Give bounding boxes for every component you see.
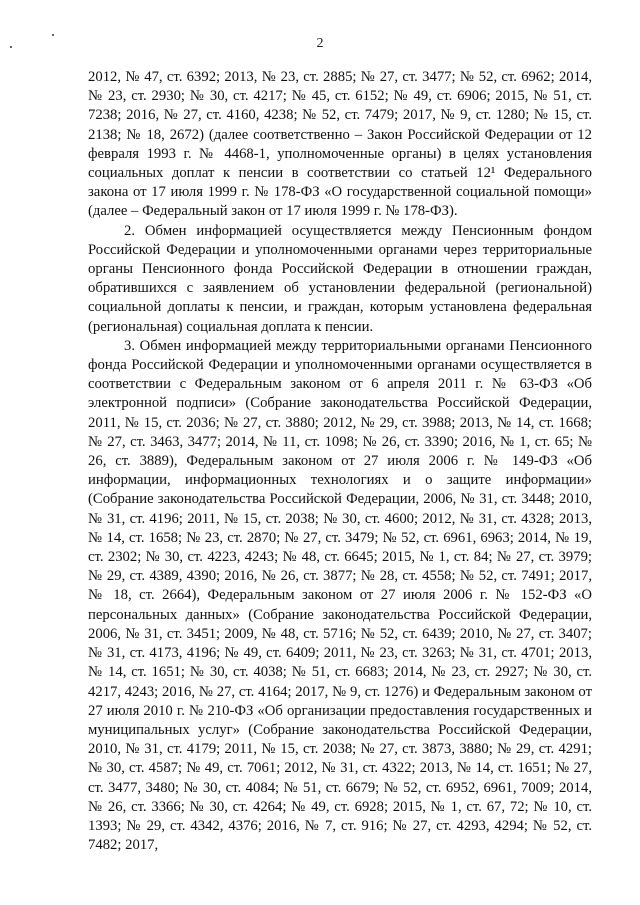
document-body	[88, 68, 592, 855]
paragraph-2: 2. Обмен информацией осуществляется между Пенсионным фондом Российской Федерации и уполномоченными органами через территориальные органы Пенсионного фонда Российской Федерации в отношении граждан, обратившихся с заявлением об установлении федеральной (региональной) социальной доплаты к пенсии, и граждан, которым установлена федеральная (региональная) социальная доплата к пенсии.	[88, 222, 592, 335]
paragraph-continuation: 2012, № 47, ст. 6392; 2013, № 23, ст. 2885; № 27, ст. 3477; № 52, ст. 6962; 2014, № 23, ст. 2930; № 30, ст. 4217; № 45, ст. 6152; № 49, ст. 6906; 2015, № 51, ст. 7238; 2016, № 27, ст. 4160, 4238; № 52, ст. 7479; 2017, № 9, ст. 1280; № 15, ст. 2138; № 18, 2672) (далее соответственно – Закон Российской Федерации от 12 февраля 1993 г. № 4468-1, уполномоченные органы) в целях установления социальных доплат к пенсии в соответствии со статьей 12¹ Федерального закона от 17 июля 1999 г. № 178-ФЗ «О государственной социальной помощи» (далее – Федеральный закон от 17 июля 1999 г. № 178-ФЗ).	[88, 69, 592, 220]
page-number: 2	[316, 36, 324, 51]
paragraph-3: 3. Обмен информацией между территориальными органами Пенсионного фонда Российской Федерации и уполномоченными органами осуществляется в соответствии с Федеральным законом от 6 апреля 2011 г. № 63-ФЗ «Об электронной подписи» (Собрание законодательства Российской Федерации, 2011, № 15, ст. 2036; № 27, ст. 3880; 2012, № 29, ст. 3988; 2013, № 14, ст. 1668; № 27, ст. 3463, 3477; 2014, № 11, ст. 1098; № 26, ст. 3390; 2016, № 1, ст. 65; № 26, ст. 3889), Федеральным законом от 27 июля 2006 г. № 149-ФЗ «Об информации, информационных технологиях и о защите информации» (Собрание законодательства Российской Федерации, 2006, № 31, ст. 3448; 2010, № 31, ст. 4196; 2011, № 15, ст. 2038; № 30, ст. 4600; 2012, № 31, ст. 4328; 2013, № 14, ст. 1658; № 23, ст. 2870; № 27, ст. 3479; № 52, ст. 6961, 6963; 2014, № 19, ст. 2302; № 30, ст. 4223, 4243; № 48, ст. 6645; 2015, № 1, ст. 84; № 27, ст. 3979; № 29, ст. 4389, 4390; 2016, № 26, ст. 3877; № 28, ст. 4558; № 52, ст. 7491; 2017, № 18, ст. 2664), Федеральным законом от 27 июля 2006 г. № 152-ФЗ «О персональных данных» (Собрание законодательства Российской Федерации, 2006, № 31, ст. 3451; 2009, № 48, ст. 5716; № 52, ст. 6439; 2010, № 27, ст. 3407; № 31, ст. 4173, 4196; № 49, ст. 6409; 2011, № 23, ст. 3263; № 31, ст. 4701; 2013, № 14, ст. 1651; № 30, ст. 4038; № 51, ст. 6683; 2014, № 23, ст. 2927; № 30, ст. 4217, 4243; 2016, № 27, ст. 4164; 2017, № 9, ст. 1276) и Федеральным законом от 27 июля 2010 г. № 210-ФЗ «Об организации предоставления государственных и муниципальных услуг» (Собрание законодательства Российской Федерации, 2010, № 31, ст. 4179; 2011, № 15, ст. 2038; № 27, ст. 3873, 3880; № 29, ст. 4291; № 30, ст. 4587; № 49, ст. 7061; 2012, № 31, ст. 4322; 2013, № 14, ст. 1651; № 27, ст. 3477, 3480; № 30, ст. 4084; № 51, ст. 6679; № 52, ст. 6952, 6961, 7009; 2014, № 26, ст. 3366; № 30, ст. 4264; № 49, ст. 6928; 2015, № 1, ст. 67, 72; № 10, ст. 1393; № 29, ст. 4342, 4376; 2016, № 7, ст. 916; № 27, ст. 4293, 4294; № 52, ст. 7482; 2017,	[88, 337, 592, 854]
